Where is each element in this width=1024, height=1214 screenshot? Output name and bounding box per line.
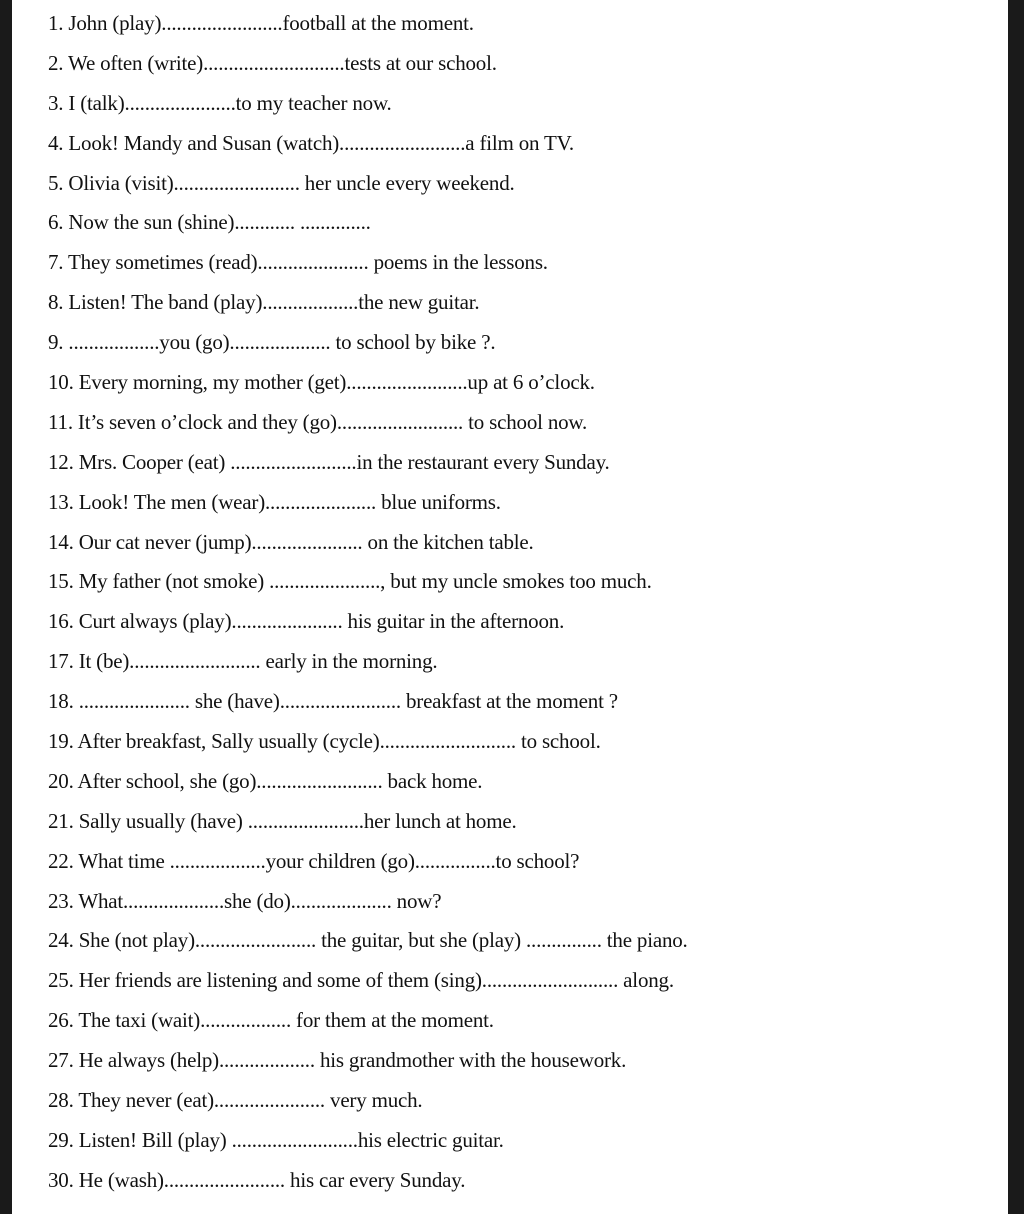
exercise-item-18: 18. ...................... she (have)........................ breakfast at the moment ? (48, 689, 618, 714)
exercise-item-11: 11. It’s seven o’clock and they (go)......................... to school now. (48, 409, 588, 434)
exercise-item-8: 8. Listen! The band (play)...................the new guitar. (48, 290, 480, 315)
exercise-item-4: 4. Look! Mandy and Susan (watch).........................a film on TV. (48, 130, 574, 155)
exercise-item-30: 30. He (wash)........................ his car every Sunday. (48, 1167, 466, 1192)
exercise-item-10: 10. Every morning, my mother (get)........................up at 6 o’clock. (48, 370, 595, 395)
exercise-item-13: 13. Look! The men (wear)...................... blue uniforms. (48, 489, 501, 514)
exercise-item-24: 24. She (not play)........................ the guitar, but she (play) ............... the piano. (48, 928, 688, 953)
exercise-item-20: 20. After school, she (go)......................... back home. (48, 768, 483, 793)
exercise-item-6: 6. Now the sun (shine)............ .............. (48, 210, 371, 235)
exercise-item-5: 5. Olivia (visit)......................... her uncle every weekend. (48, 170, 515, 195)
exercise-item-25: 25. Her friends are listening and some of them (sing)........................... along. (48, 968, 674, 993)
exercise-item-9: 9. ..................you (go).................... to school by bike ?. (48, 330, 496, 355)
exercise-item-3: 3. I (talk)......................to my teacher now. (48, 90, 392, 115)
exercise-item-1: 1. John (play)........................football at the moment. (48, 11, 474, 35)
exercise-item-7: 7. They sometimes (read)...................... poems in the lessons. (48, 250, 548, 275)
exercise-item-27: 27. He always (help)................... his grandmother with the housework. (48, 1048, 627, 1073)
exercise-item-21: 21. Sally usually (have) .......................her lunch at home. (48, 808, 517, 833)
exercise-item-15: 15. My father (not smoke) ......................, but my uncle smokes too much. (48, 569, 652, 594)
exercise-item-29: 29. Listen! Bill (play) .........................his electric guitar. (48, 1127, 504, 1152)
exercise-item-14: 14. Our cat never (jump)...................... on the kitchen table. (48, 529, 534, 554)
exercise-item-2: 2. We often (write)............................tests at our school. (48, 50, 497, 75)
exercise-item-16: 16. Curt always (play)...................... his guitar in the afternoon. (48, 609, 565, 634)
exercise-list (48, 4, 988, 1201)
exercise-item-28: 28. They never (eat)...................... very much. (48, 1088, 423, 1113)
worksheet-page (12, 0, 1008, 1214)
exercise-item-12: 12. Mrs. Cooper (eat) .........................in the restaurant every Sunday. (48, 449, 610, 474)
exercise-item-17: 17. It (be).......................... early in the morning. (48, 649, 438, 674)
exercise-item-26: 26. The taxi (wait).................. for them at the moment. (48, 1008, 494, 1033)
exercise-item-19: 19. After breakfast, Sally usually (cycle)........................... to school. (48, 729, 601, 754)
exercise-item-23: 23. What....................she (do).................... now? (48, 888, 442, 913)
exercise-item-22: 22. What time ...................your children (go)................to school? (48, 848, 580, 873)
